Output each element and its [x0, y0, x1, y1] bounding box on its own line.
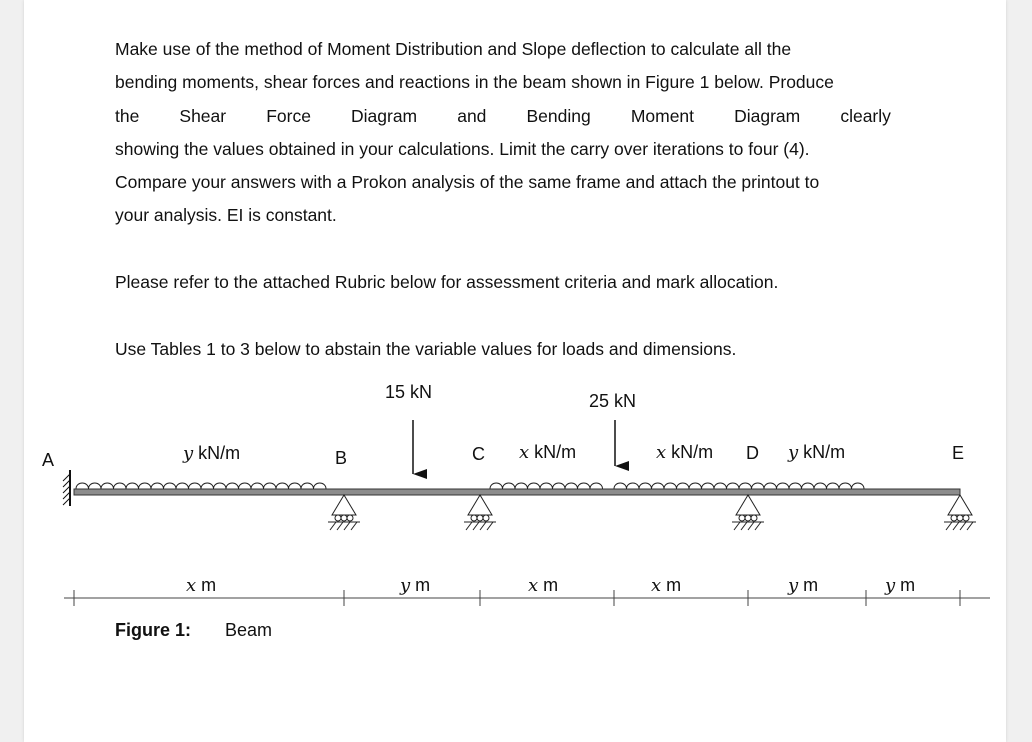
paragraph-line: bending moments, shear forces and reactions in the beam shown in Figure 1 below. Produce — [115, 72, 834, 93]
support-c — [464, 495, 496, 530]
word: Bending — [526, 105, 591, 126]
udl-label-4: y kN/m — [788, 442, 846, 463]
span-label-6: y m — [885, 575, 916, 596]
udl-label-1: y kN/m — [183, 443, 241, 464]
span-label-3: x m — [528, 575, 559, 596]
udl-scallops — [76, 483, 864, 489]
support-d — [732, 495, 764, 530]
figure-caption — [115, 620, 272, 641]
span-label-5: y m — [788, 575, 819, 596]
word: clearly — [840, 105, 891, 126]
tables-note: Use Tables 1 to 3 below to abstain the variable values for loads and dimensions. — [115, 339, 737, 359]
word: the — [115, 105, 140, 126]
word: Shear — [179, 105, 227, 126]
word: Diagram — [351, 105, 418, 126]
word: Diagram — [734, 105, 801, 126]
node-c-label: C — [472, 444, 485, 464]
paragraph-line: your analysis. EI is constant. — [115, 205, 337, 226]
word: and — [457, 105, 487, 126]
udl-label-3: x kN/m — [656, 442, 714, 463]
beam — [74, 489, 960, 495]
word: Moment — [630, 105, 695, 126]
span-label-4: x m — [651, 575, 682, 596]
paragraph-line: showing the values obtained in your calculations. Limit the carry over iterations to four (4). — [115, 138, 810, 159]
point-load-25kn-label: 25 kN — [589, 391, 637, 411]
node-a-label: A — [42, 450, 55, 470]
fixed-support-a — [63, 470, 70, 506]
word: Force — [266, 105, 311, 126]
figure-caption-label: Figure 1: — [115, 620, 192, 640]
support-b — [328, 495, 360, 530]
udl-label-2: x kN/m — [519, 442, 577, 463]
rubric-note: Please refer to the attached Rubric below for assessment criteria and mark allocation. — [115, 272, 779, 292]
span-label-1: x m — [186, 575, 217, 596]
paragraph-line: Make use of the method of Moment Distribution and Slope deflection to calculate all the — [115, 39, 792, 59]
point-load-15kn-label: 15 kN — [385, 382, 433, 402]
node-b-label: B — [335, 448, 348, 468]
node-d-label: D — [746, 443, 759, 463]
span-label-2: y m — [400, 575, 431, 596]
support-e — [944, 495, 976, 530]
paragraph-line: Compare your answers with a Prokon analysis of the same frame and attach the printout to — [115, 172, 820, 193]
udl-scallop-path — [76, 483, 864, 489]
figure-caption-text: Beam — [225, 620, 273, 640]
node-e-label: E — [952, 443, 965, 463]
